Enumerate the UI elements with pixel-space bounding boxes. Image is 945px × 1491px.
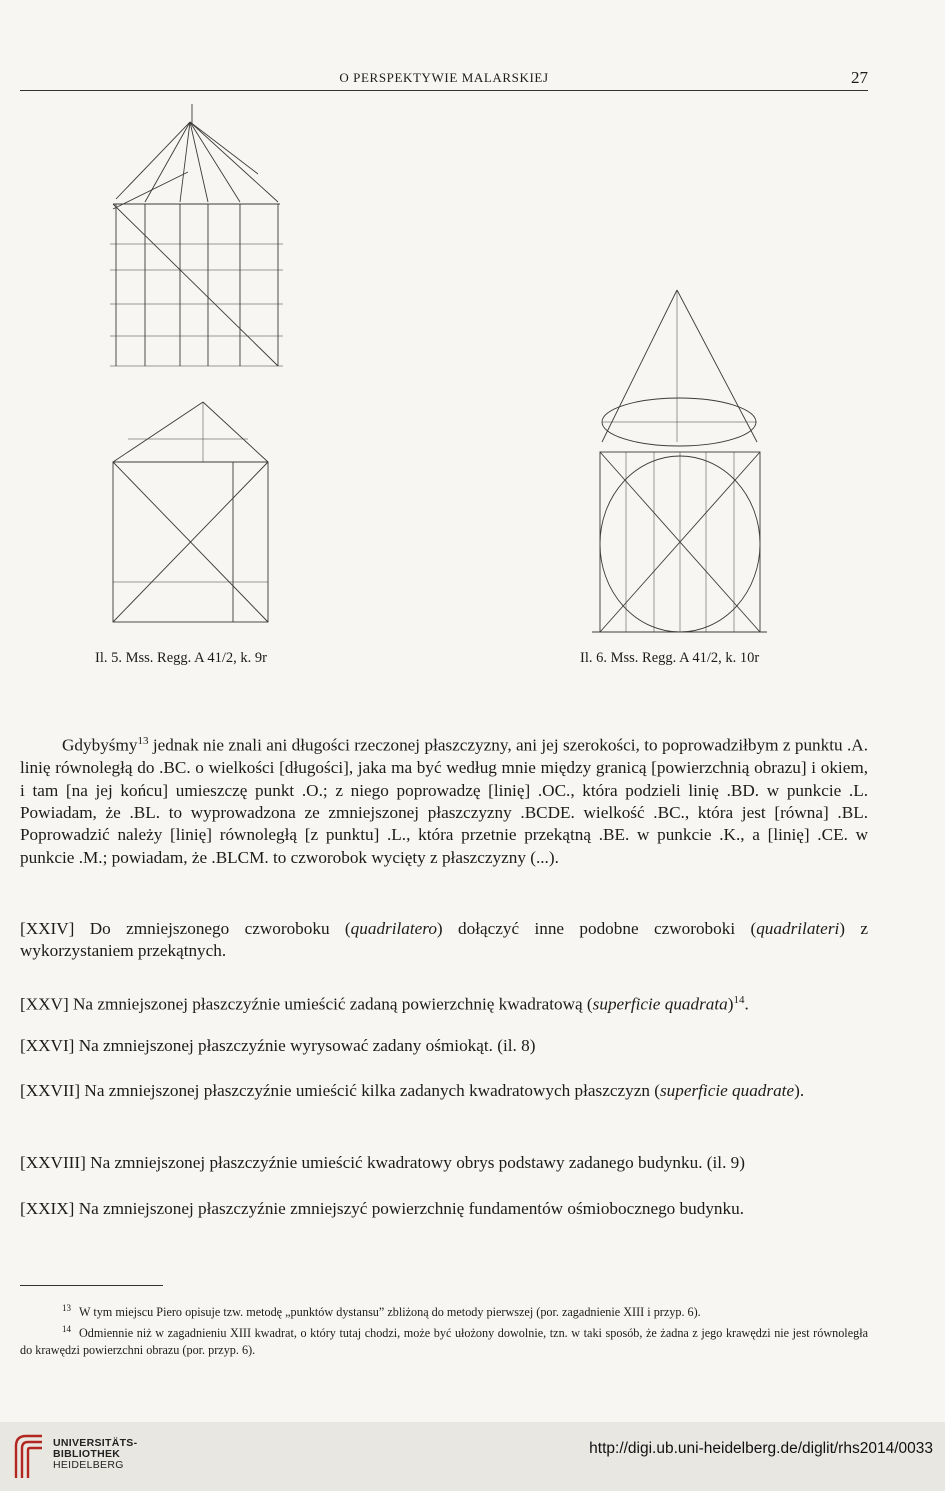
footnote-ref-14: 14 [733, 994, 745, 1006]
running-head [20, 68, 868, 91]
problem-xxix-text: [XXIX] Na zmniejszonej płaszczyźnie zmniejszyć powierzchnię fundamentów ośmiobocznego budynku. [20, 1199, 745, 1218]
logo-line-1: UNIVERSITÄTS- [53, 1437, 138, 1449]
problem-xxvi [20, 1035, 868, 1057]
footnotes [20, 1300, 868, 1359]
problem-xxvi-text: [XXVI] Na zmniejszonej płaszczyźnie wyrysować zadany ośmiokąt. (il. 8) [20, 1036, 536, 1055]
problem-xxiv-text-c: ) z wykorzystaniem przekątnych. [20, 919, 868, 961]
footnote-13-number: 13 [62, 1303, 71, 1313]
problem-xxv-text-b: ) [727, 994, 734, 1014]
problem-xxiv-text-b: ) dołączyć inne podobne czworoboki ( [436, 919, 757, 938]
running-title: O PERSPEKTYWIE MALARSKIEJ [339, 70, 549, 85]
footnote-ref-13: 13 [137, 735, 149, 747]
figure-il6-drawing [582, 282, 777, 646]
figure-il5-drawing [108, 104, 298, 644]
problem-xxiv-text-a: [XXIV] Do zmniejszonego czworoboku ( [20, 919, 351, 938]
page-number: 27 [851, 68, 868, 87]
library-logo-icon[interactable] [8, 1433, 48, 1481]
problem-xxvii [20, 1080, 868, 1102]
figure-il6-cylinder [592, 452, 767, 632]
footnote-13 [20, 1300, 868, 1321]
problem-xxvii-term: superficie quadrate [659, 1081, 795, 1100]
viewer-footer-bar [0, 1422, 945, 1491]
problem-xxv-text-c: . [744, 994, 749, 1014]
problem-xxviii-text: [XXVIII] Na zmniejszonej płaszczyźnie umieścić kwadratowy obrys podstawy zadanego budynku. (il. 9) [20, 1153, 745, 1172]
figure-il6-caption: Il. 6. Mss. Regg. A 41/2, k. 10r [580, 650, 760, 666]
paragraph-main-text-b: jednak nie znali ani długości rzeczonej płaszczyzny, ani jej szerokości, to poprowadziłbym z punktu .A. linię równoległą do .BC. o wielkości [długości], jaka ma być według mnie między granicą [powierzchnią obrazu] i okiem, i tam [na jej końcu] umieszczę punkt .O.; z niego poprowadzę [linię] .OC., która podzieli linię .BD. w punkcie .L. Powiadam, że .BL. to wyprowadzona ze zmniejszonej płaszczyzny .BCDE. wielkość .BC., która jest [równa] .BL. Poprowadzić należy [linię] równoległą [z punktu] .L., która przetnie przekątną .BE. w punkcie .K., a [linię] .CE. w punkcie .M.; powiadam, że .BLCM. to czworobok wycięty z płaszczyzny (...). [20, 735, 868, 867]
logo-line-3: HEIDELBERG [53, 1459, 124, 1471]
logo-line-2: BIBLIOTHEK [53, 1448, 121, 1460]
footnote-14 [20, 1321, 868, 1359]
paragraph-main-text-a: Gdybyśmy [62, 735, 138, 755]
library-logo-text[interactable] [53, 1438, 137, 1471]
problem-xxviii [20, 1152, 868, 1174]
problem-xxvii-text-a: [XXVII] Na zmniejszonej płaszczyźnie umieścić kilka zadanych kwadratowych płaszczyzn ( [20, 1081, 660, 1100]
problem-xxv-text-a: [XXV] Na zmniejszonej płaszczyźnie umieścić zadaną powierzchnię kwadratową ( [20, 994, 593, 1014]
problem-xxvii-text-b: ). [794, 1081, 805, 1100]
permalink-url[interactable]: http://digi.ub.uni-heidelberg.de/diglit/rhs2014/0033 [589, 1440, 933, 1457]
problem-xxv-term: superficie quadrata [592, 994, 728, 1014]
footnote-14-number: 14 [62, 1324, 71, 1335]
problem-xxiv-term-a: quadrilatero [350, 919, 437, 938]
figure-il5-caption: Il. 5. Mss. Regg. A 41/2, k. 9r [95, 650, 267, 666]
paragraph-main [20, 730, 868, 869]
problem-xxix [20, 1198, 868, 1220]
problem-xxiv [20, 918, 868, 963]
footnote-13-text: W tym miejscu Piero opisuje tzw. metodę „punktów dystansu” zbliżoną do metody pierwszej (por. zagadnienie XIII i przyp. 6). [79, 1305, 701, 1320]
footnote-14-text: Odmiennie niż w zagadnieniu XIII kwadrat, o który tutaj chodzi, może być ułożony dowolnie, tzn. w taki sposób, że żadna z jego krawędzi nie jest równoległa do krawędzi powierzchni obrazu (por. przyp. 6). [20, 1326, 868, 1358]
footnote-divider [20, 1285, 163, 1286]
problem-xxiv-term-b: quadrilateri [756, 919, 840, 938]
figure-il6-cone [602, 290, 757, 446]
figure-il5-lower-diagram [113, 402, 268, 622]
figure-il5-upper-diagram [110, 104, 283, 366]
problem-xxv [20, 989, 868, 1016]
